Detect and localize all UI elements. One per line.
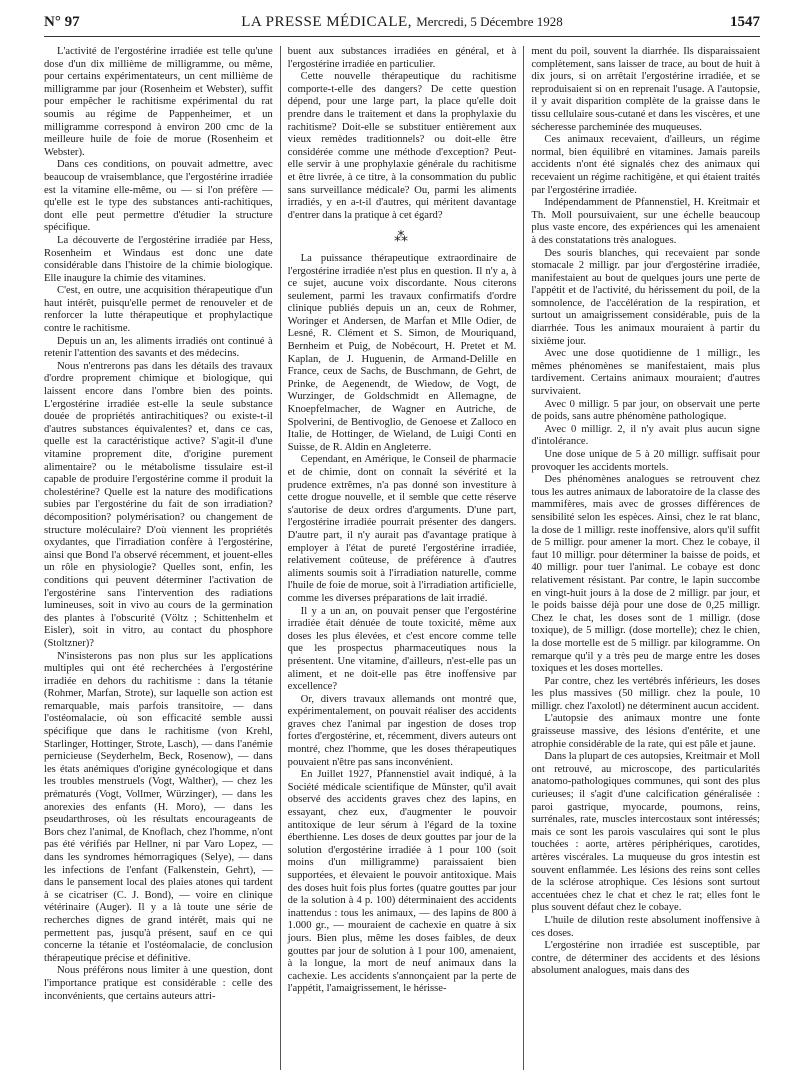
paragraph: L'autopsie des animaux montre une fonte graisseuse massive, des lésions d'entérite, et une atrophie considérable de la rate, qui est pâle et jaune. bbox=[531, 713, 761, 750]
paragraph: L'ergostérine non irradiée est susceptible, par contre, de déterminer des accidents et des lésions absolument analogues, mais dans des bbox=[531, 940, 761, 977]
paragraph: Depuis un an, les aliments irradiés ont continué à retenir l'attention des savants et des médecins. bbox=[44, 335, 273, 360]
paragraph: L'huile de dilution reste absolument inoffensive à ces doses. bbox=[531, 914, 761, 939]
paragraph: Des phénomènes analogues se retrouvent chez tous les autres animaux de laboratoire de la classe des mammifères, mais avec de grosses différences de sensibilité selon les espèces. Ainsi, chez le rat blanc, la dose de 1 milligr. reste inoffensive, alors qu'il suffit de 5 milligr. pour amener la mort. Chez le cobaye, il faut 10 milligr. pour déterminer la baisse de poids, et 40 milligr. pour tuer l'animal. Le cobaye est donc relativement résistant. Par contre, le lapin succombe en vingt-huit jours à la dose de 2 milligr. par jour, et le poids baisse déjà pour une dose de 0,25 milligr. Chez le chat, les doses sont de 1 milligr. (dose toxique), de 5 milligr. (dose mortelle); chez le chien, la dose mortelle est de 5 milligr. par kilogramme. On remarque qu'il y a très peu de marge entre les doses toxiques et les doses mortelles. bbox=[531, 474, 761, 675]
paragraph: Des souris blanches, qui recevaient par sonde stomacale 2 milligr. par jour d'ergostérine irradiée, manifestaient au bout de quelques jours une perte de l'appétit et de l'activité, du hérissement du poil, de la somnolence, de l'accélération de la respiration, et surtout un amaigrissement considérable, puis de la diarrhée. Tous les animaux mouraient à partir du sixième jour. bbox=[531, 247, 761, 347]
page-number: 1547 bbox=[730, 14, 760, 30]
column-left bbox=[44, 46, 280, 1070]
paragraph: buent aux substances irradiées en général, et à l'ergostérine irradiée en particulier. bbox=[287, 46, 517, 70]
paragraph: Cependant, en Amérique, le Conseil de pharmacie et de chimie, dont on connaît la sévérité et la prudence extrêmes, n'a pas donné son investiture à cette drogue nouvelle, et il semble que cette réserve s'autorise de deux ordres d'arguments. D'une part, l'ergostérine irradiée pourrait présenter des dangers. D'autre part, il n'y aurait pas d'avantage pratique à employer à l'état de pureté l'ergostérine irradiée, relativement coûteuse, de préférence à d'autres aliments soumis soit à l'irradiation naturelle, comme l'huile de foie de morue, soit à l'irradiation artificielle, comme les diverses préparations de lait irradié. bbox=[287, 454, 517, 604]
section-separator-asterism: ⁂ bbox=[394, 230, 410, 246]
paragraph: Cette nouvelle thérapeutique du rachitisme comporte-t-elle des dangers? De cette question dépend, pour une large part, la place qu'elle doit prendre dans le traitement et dans la prophylaxie du rachitisme? Doit-elle se substituer entièrement aux vieux remèdes traditionnels? ou doit-elle être considérée comme une méthode d'exception? Peut-elle servir à une prophylaxie générale du rachitisme et être livrée, à ce titre, à la consommation du public sans surveillance médicale? Ou, parmi les aliments irradiés, y en a-t-il d'autres, qui méritent davantage d'entrer dans la pratique à cet égard? bbox=[287, 71, 517, 221]
issue-number: N° 97 bbox=[44, 14, 80, 30]
journal-title-line bbox=[44, 14, 760, 31]
paragraph: N'insisterons pas non plus sur les applications multiples qui ont été recherchées à l'ergostérine irradiée en dehors du rachitisme : dans la tétanie (Rohmer, Marfan, Strote), sur laquelle son action est remarquable, mais parfois transitoire, — dans l'ostéomalacie, où son efficacité semble aussi spécifique que dans le rachitisme (von Krehl, Starlinger, Hottinger, Strote, Lasch), — dans l'anémie pernicieuse (Seyderhelm, Beck, Rosenow), — dans les états anémiques d'origine gynécologique et dans les troubles menstruels (Vogt, Walther), — chez les prématurés (Vogt, Vollmer, Würzinger), — dans les anorexies des enfants (H. Moro), — dans les pseudarthroses, où les résultats encourageants de Bors chez l'animal, de Knoflach, chez l'homme, n'ont pas été vérifiés par Hellner, ni par Varo Lopez, — dans les syndromes hémorragiques (Selye), — dans les infections de l'enfant (Falkenstein, Gehrt), — dans le pansement local des plaies atones qui tardent à se cicatriser (C. J. Bond), — voire en clinique vétérinaire (Auger). Il y a là toute une série de recherches dignes de grand intérêt, mais qui ne permettent pas, jusqu'à présent, sauf en ce qui concerne la tétanie et l'ostéomalacie, de conclusion thérapeutique précise et définitive. bbox=[44, 650, 273, 964]
paragraph: L'activité de l'ergostérine irradiée est telle qu'une dose d'un dix millième de milligramme, ou même, pour certains expérimentateurs, un cent millième de milligramme par jour (Rosenheim et Webster), suffit pour empêcher le rachitisme expérimental du rat soumis au régime de Pappenheimer, et un milligramme correspond à environ 200 cmc de la meilleure huile de foie de morue (Rosenheim et Webster). bbox=[44, 46, 273, 158]
paragraph: La puissance thérapeutique extraordinaire de l'ergostérine irradiée n'est plus en question. Il n'y a, à ce sujet, aucune voix discordante. Nous citerons seulement, parmi les travaux confirmatifs d'ordre clinique publiés depuis un an, ceux de Rohmer, Woringer et Andersen, de Marfan et Mlle Odier, de Lesné, R. Clément et S. Simon, de Mouriquand, Bernheim et Puig, de Nobécourt, H. Pretet et M. Kaplan, de J. Huguenin, de Armand-Delille en France, ceux de Sachs, de Buschmann, de Gehrt, de Prinke, de Aegenendt, de Wiedow, de Vogt, de Wurzinger, de Goldschmidt en Allemagne, de Knoepfelmacher, de Wagner en Autriche, de Spolverini, de Bentivoglio, de Genoese et Zalloco en Italie, de Hottinger, de Wieland, de Luigi Conti en Suisse, de R. Aldin en Angleterre. bbox=[287, 252, 517, 453]
paragraph: Une dose unique de 5 à 20 milligr. suffisait pour provoquer les accidents mortels. bbox=[531, 449, 761, 473]
paragraph: Ces animaux recevaient, d'ailleurs, un régime normal, bien équilibré en vitamines. Jamais pareils accidents n'ont été signalés chez des animaux qui recevaient un régime rachitigène, et qui étaient traités par l'ergostérine irradiée. bbox=[531, 134, 761, 196]
page-header bbox=[44, 10, 760, 37]
column-right bbox=[523, 46, 760, 1070]
paragraph: Indépendamment de Pfannenstiel, H. Kreitmair et Th. Moll poursuivaient, sur une échelle beaucoup plus vaste encore, des expériences qui les amenaient à des constatations très analogues. bbox=[531, 197, 761, 246]
journal-title: LA PRESSE MÉDICALE, bbox=[241, 14, 412, 30]
column-middle bbox=[280, 46, 524, 1070]
paragraph: Dans la plupart de ces autopsies, Kreitmair et Moll ont retrouvé, au microscope, des particularités anatomo-pathologiques communes, qui sont des plus curieuses; il s'agit d'une calcification généralisée : paroi gastrique, myocarde, poumons, reins, surrénales, rate, muscles intercostaux sont intéressés; mais ce sont les parois vasculaires qui sont le plus touchées : aorte, artères périphériques, carotides, artères viscérales. La muqueuse du gros intestin est souvent enflammée. Les lésions des reins sont celles de la sclérose atrophique. Ces lésions sont surtout accentuées chez le chat et chez le rat; elles font le plus souvent défaut chez le cobaye. bbox=[531, 751, 761, 914]
column-middle-top bbox=[288, 46, 517, 222]
paragraph: Nous n'entrerons pas dans les détails des travaux d'ordre proprement chimique et biologique, qui laissent encore dans l'ombre bien des points. L'ergostérine irradiée est-elle la seule substance douée de propriétés antirachitiques? ou existe-t-il d'autres substances équivalentes? et, dans ce cas, quelle est la caractéristique active? S'agit-il d'une vitamine proprement dite, d'origine purement alimentaire? ou le métabolisme tissulaire est-il capable de produire l'ergostérine comme il produit la cholestérine? Quelle est la nature des modifications subies par l'ergostérine du fait de son irradiation? décomposition? polymérisation? ou changement de structure moléculaire? D'où viennent les propriétés oxydantes, que l'irradiation confère à l'ergostérine, ainsi que Bond l'a observé récemment, et jouent-elles un rôle en physiologie? Quelles sont, enfin, les conditions qui peuvent déterminer l'activation de l'ergostérine sans l'intervention des radiations lumineuses, soit in vivo au cours de la germination des plantes à l'obscurité (Völtz ; Schittenhelm et Eisler), soit in vitro, au contact du phosphore (Stoltzner)? bbox=[44, 360, 273, 649]
paragraph: Il y a un an, on pouvait penser que l'ergostérine irradiée était dénuée de toute toxicité, même aux doses les plus élevées, et c'est encore comme telle que les prospectus pharmaceutiques nous la présentent. Une vitamine, d'ailleurs, n'est-elle pas un aliment, et ne doit-elle pas être inoffensive par excellence? bbox=[287, 605, 517, 693]
paragraph: Or, divers travaux allemands ont montré que, expérimentalement, on pouvait réaliser des accidents graves chez l'animal par ingestion de doses trop fortes d'ergostérine, et, récemment, divers auteurs ont montré, chez l'homme, que les doses thérapeutiques pouvaient n'être pas sans inconvénient. bbox=[287, 693, 517, 768]
paragraph: Avec 0 milligr. 2, il n'y avait plus aucun signe d'intolérance. bbox=[531, 423, 761, 448]
issue-date: Mercredi, 5 Décembre 1928 bbox=[416, 14, 563, 29]
paragraph: La découverte de l'ergostérine irradiée par Hess, Rosenheim et Windaus est donc une date considérable dans l'histoire de la chimie biologique. Elle inaugure la chimie des vitamines. bbox=[44, 234, 273, 284]
paragraph: Avec une dose quotidienne de 1 milligr., les mêmes phénomènes se manifestaient, mais plus tardivement. Certains animaux mouraient; d'autres survivaient. bbox=[531, 348, 761, 398]
paragraph: ment du poil, souvent la diarrhée. Ils disparaissaient complètement, sans laisser de trace, au bout de huit à dix jours, si on arrêtait l'ergostérine irradiée, et se reproduisaient si on en reprenait l'usage. A l'autopsie, il y avait disparition complète de la graisse dans le tissu cellulaire sous-cutané et dans les viscères, et une sécheresse parcheminée des muqueuses. bbox=[531, 46, 761, 133]
paragraph: En Juillet 1927, Pfannenstiel avait indiqué, à la Société médicale scientifique de Münster, qu'il avait observé des accidents graves chez des lapins, en essayant, chez eux, d'augmenter le pouvoir antitoxique de leur sérum à l'égard de la toxine éberthienne. Les doses de deux gouttes par jour de la solution d'ergostérine irradiée à 1 pour 100 (soit moins d'un milligramme) paraissaient bien supportées, et élevaient le pouvoir antitoxique. Mais des doses huit fois plus fortes (quatre gouttes par jour de la solution à 4 p. 100) déterminaient des accidents inattendus : tous les animaux, — des lapins de 800 à 1.000 gr., — mouraient de cachexie en quatre à six jours. Bien plus, même les doses faibles, de deux gouttes par jour de solution à 1 pour 100, amenaient, à la longue, la mort de neuf animaux dans la cachexie. Les accidents s'annonçaient par la perte de l'appétit, l'amaigrissement, le hérisse- bbox=[287, 769, 517, 995]
paragraph: Dans ces conditions, on pouvait admettre, avec beaucoup de vraisemblance, que l'ergostérine irradiée est la vitamine elle-même, ou — si l'on préfère — qu'elle est le type des substances anti-rachitiques, dont elle peut permettre d'étudier la structure spécifique. bbox=[44, 159, 273, 234]
paragraph: Avec 0 milligr. 5 par jour, on observait une perte de poids, sans autre phénomène pathologique. bbox=[531, 398, 761, 423]
article-columns bbox=[44, 46, 760, 1070]
paragraph: Nous préférons nous limiter à une question, dont l'importance pratique est considérable : celle des inconvénients, que certains auteurs attri- bbox=[44, 965, 273, 1002]
paragraph: C'est, en outre, une acquisition thérapeutique d'un haut intérêt, puisqu'elle permet de renouveler et de renforcer la lutte thérapeutique et prophylactique contre le rachitisme. bbox=[44, 285, 273, 335]
paragraph: Par contre, chez les vertébrés inférieurs, les doses les plus massives (50 milligr. chez la poule, 10 milligr. chez l'axolotl) ne déterminent aucun accident. bbox=[531, 675, 761, 712]
column-middle-bottom bbox=[288, 253, 517, 996]
